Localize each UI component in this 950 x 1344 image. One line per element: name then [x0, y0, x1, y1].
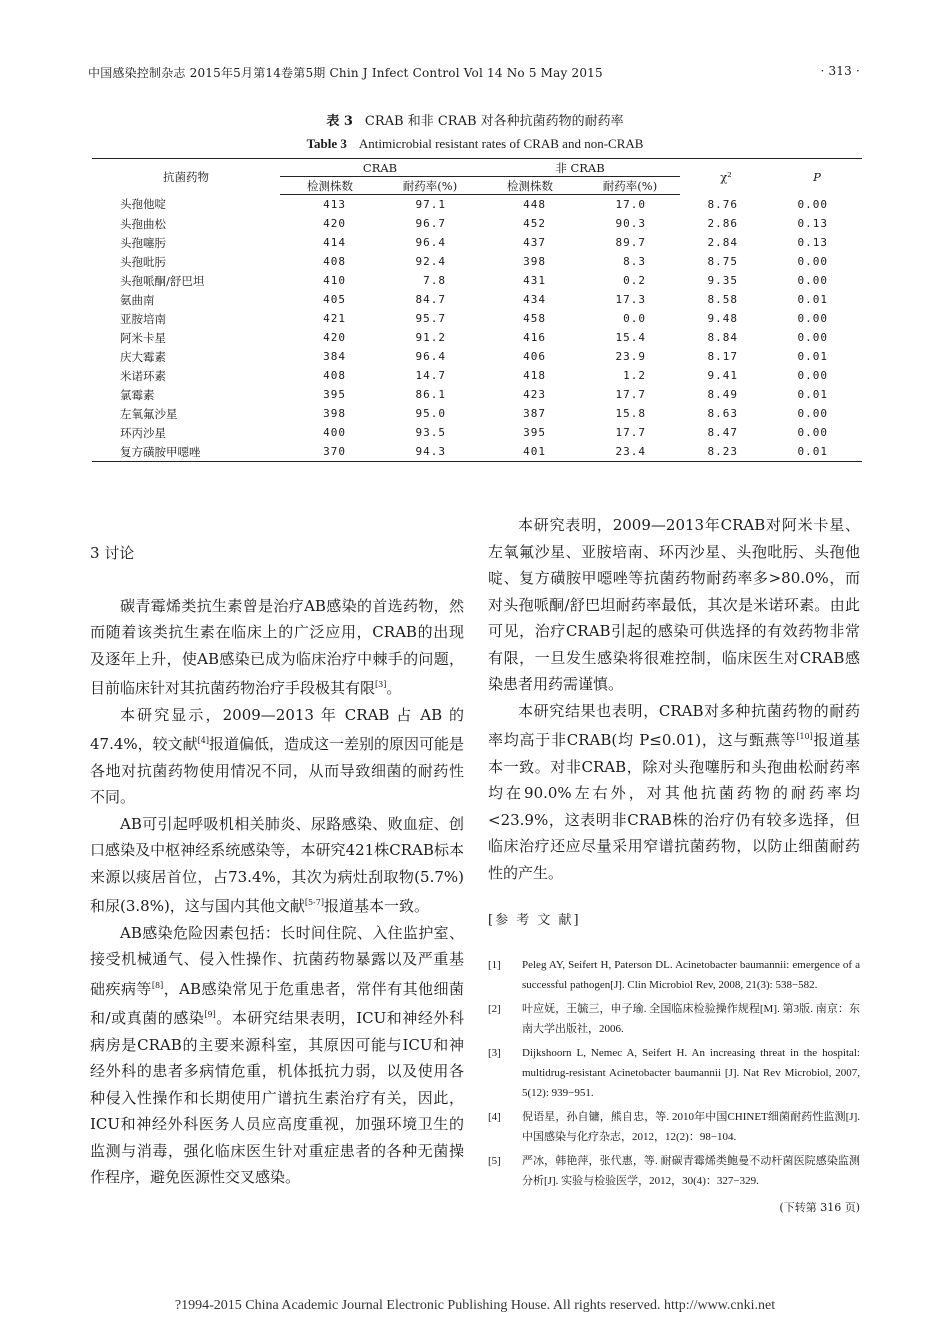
drug-name: 氯霉素	[120, 387, 155, 402]
reference-text: Peleg AY, Seifert H, Paterson DL. Acinetobacter baumannii: emergence of a successful pathogen[J]. Clin Microbiol Rev, 2008, 21(3): 538−582.	[522, 958, 860, 991]
table-row	[92, 385, 862, 404]
table-row	[92, 290, 862, 309]
noncrab-count: 395	[523, 426, 546, 439]
noncrab-rate: 17.7	[615, 426, 646, 439]
col-chi: χ²	[680, 159, 772, 195]
p-value: 0.01	[772, 442, 862, 462]
paragraph: AB感染危险因素包括：长时间住院、入住监护室、接受机械通气、侵入性操作、抗菌药物暴露以及严重基础疾病等[8]，AB感染常见于危重患者，常伴有其他细菌和/或真菌的感染[9]。本研究结果表明，ICU和神经外科病房是CRAB的主要来源科室，其原因可能与ICU和神经外科的患者多病情危重，机体抵抗力弱，以及使用各种侵入性操作和长期使用广谱抗生素治疗有关，因此，ICU和神经外科医务人员应高度重视，加强环境卫生的监测与消毒，强化临床医生针对重症患者的各种无菌操作程序，避免医源性交叉感染。	[90, 923, 464, 1186]
crab-count: 384	[323, 350, 346, 363]
drug-name: 头孢哌酮/舒巴坦	[120, 273, 205, 288]
drug-name: 头孢吡肟	[120, 254, 166, 269]
chi-square: 8.76	[707, 197, 738, 211]
drug-name: 环丙沙星	[120, 425, 166, 440]
table-row	[92, 423, 862, 442]
crab-rate: 14.7	[415, 369, 446, 382]
crab-rate: 95.7	[415, 312, 446, 325]
drug-name: 复方磺胺甲噁唑	[92, 442, 280, 462]
col-crab-count: 检测株数	[280, 177, 380, 195]
reference-item	[488, 999, 860, 1039]
reference-number: [2]	[488, 1002, 501, 1015]
page-number: · 313 ·	[820, 64, 860, 78]
running-header	[88, 64, 860, 81]
crab-rate: 95.0	[415, 407, 446, 420]
table-row	[92, 404, 862, 423]
p-value: 0.01	[797, 293, 828, 306]
table-row	[92, 442, 862, 462]
crab-rate: 97.1	[415, 198, 446, 211]
p-value: 0.00	[797, 407, 828, 420]
noncrab-count: 434	[523, 293, 546, 306]
crab-rate: 94.3	[380, 442, 480, 462]
reference-text: 严冰，韩艳萍，张代惠，等. 耐碳青霉烯类鲍曼不动杆菌医院感染监测分析[J]. 实验与检验医学，2012，30(4)：327−329.	[522, 1154, 860, 1187]
crab-count: 408	[323, 255, 346, 268]
crab-count: 370	[280, 442, 380, 462]
crab-rate: 91.2	[415, 331, 446, 344]
chi-square: 9.48	[707, 312, 738, 325]
crab-count: 395	[323, 388, 346, 401]
reference-text: Dijkshoorn L, Nemec A, Seifert H. An increasing threat in the hospital: multidrug-resistant Acinetobacter baumannii [J]. Nat Rev Microbiol, 2007, 5(12): 939−951.	[522, 1046, 860, 1099]
crab-count: 405	[323, 293, 346, 306]
crab-count: 398	[323, 407, 346, 420]
noncrab-count: 406	[523, 350, 546, 363]
p-value: 0.00	[797, 255, 828, 268]
noncrab-count: 437	[523, 236, 546, 249]
noncrab-count: 448	[523, 198, 546, 211]
col-noncrab-rate: 耐药率(%)	[580, 177, 680, 195]
noncrab-count: 387	[523, 407, 546, 420]
col-crab-rate: 耐药率(%)	[380, 177, 480, 195]
noncrab-count: 401	[480, 442, 580, 462]
noncrab-rate: 0.0	[623, 312, 646, 325]
noncrab-rate: 90.3	[615, 217, 646, 230]
crab-rate: 93.5	[415, 426, 446, 439]
crab-count: 421	[323, 312, 346, 325]
crab-rate: 92.4	[415, 255, 446, 268]
noncrab-count: 418	[523, 369, 546, 382]
drug-name: 阿米卡星	[120, 330, 166, 345]
p-value: 0.00	[797, 312, 828, 325]
crab-count: 414	[323, 236, 346, 249]
drug-name: 米诺环素	[120, 368, 166, 383]
p-value: 0.00	[797, 369, 828, 382]
references-heading: [参 考 文 献]	[488, 913, 581, 928]
reference-text: 倪语星，孙自镛，熊自忠，等. 2010年中国CHINET细菌耐药性监测[J]. 中国感染与化疗杂志，2012，12(2)：98−104.	[522, 1110, 860, 1143]
p-value: 0.13	[797, 217, 828, 230]
noncrab-count: 431	[523, 274, 546, 287]
noncrab-count: 398	[523, 255, 546, 268]
noncrab-rate: 15.4	[615, 331, 646, 344]
crab-rate: 7.8	[423, 274, 446, 287]
noncrab-count: 452	[523, 217, 546, 230]
table-row	[92, 195, 862, 215]
chi-square: 2.86	[707, 217, 738, 230]
journal-header: 中国感染控制杂志 2015年5月第14卷第5期 Chin J Infect Control Vol 14 No 5 May 2015	[88, 66, 603, 80]
table-row	[92, 328, 862, 347]
drug-name: 亚胺培南	[120, 311, 166, 326]
drug-name: 头孢噻肟	[120, 235, 166, 250]
table-row	[92, 271, 862, 290]
reference-item	[488, 955, 860, 995]
col-crab: CRAB	[280, 159, 480, 177]
chi-square: 8.75	[707, 255, 738, 268]
reference-item	[488, 1151, 860, 1191]
p-value: 0.00	[797, 197, 828, 211]
crab-count: 410	[323, 274, 346, 287]
noncrab-rate: 89.7	[615, 236, 646, 249]
chi-square: 9.41	[707, 369, 738, 382]
p-value: 0.01	[797, 388, 828, 401]
p-value: 0.00	[797, 331, 828, 344]
paragraph: AB可引起呼吸机相关肺炎、尿路感染、败血症、创口感染及中枢神经系统感染等，本研究421株CRAB标本来源以痰居首位，占73.4%，其次为病灶刮取物(5.7%)和尿(3.8%)，这与国内其他文献[5-7]报道基本一致。	[90, 814, 464, 915]
chi-square: 8.84	[707, 331, 738, 344]
paragraph: 本研究表明，2009—2013年CRAB对阿米卡星、左氧氟沙星、亚胺培南、环丙沙星、头孢吡肟、头孢他啶、复方磺胺甲噁唑等抗菌药物耐药率多>80.0%，而对头孢哌酮/舒巴坦耐药率最低，其次是米诺环素。由此可见，治疗CRAB引起的感染可供选择的有效药物非常有限，一旦发生感染将很难控制，临床医生对CRAB感染患者用药需谨慎。	[488, 516, 860, 693]
paragraph: 碳青霉烯类抗生素曾是治疗AB感染的首选药物，然而随着该类抗生素在临床上的广泛应用，CRAB的出现及逐年上升，使AB感染已成为临床治疗中棘手的问题，目前临床针对其抗菌药物治疗手段极其有限[3]。	[90, 596, 464, 697]
p-value: 0.00	[797, 426, 828, 439]
reference-item	[488, 1043, 860, 1103]
col-noncrab: 非 CRAB	[480, 159, 680, 177]
reference-list	[488, 955, 860, 1191]
noncrab-rate: 0.2	[623, 274, 646, 287]
p-value: 0.13	[797, 236, 828, 249]
reference-number: [1]	[488, 958, 501, 971]
table-row	[92, 233, 862, 252]
col-noncrab-count: 检测株数	[480, 177, 580, 195]
table-row	[92, 214, 862, 233]
col-drug: 抗菌药物	[92, 159, 280, 195]
drug-name: 头孢他啶	[120, 197, 166, 212]
chi-square: 8.58	[707, 293, 738, 306]
noncrab-rate: 17.3	[615, 293, 646, 306]
crab-count: 400	[323, 426, 346, 439]
chi-square: 2.84	[707, 236, 738, 249]
noncrab-rate: 23.9	[615, 350, 646, 363]
noncrab-rate: 8.3	[623, 255, 646, 268]
continued-note: (下转第 316 页)	[779, 1200, 860, 1214]
crab-rate: 86.1	[415, 388, 446, 401]
chi-square: 8.23	[680, 442, 772, 462]
chi-square: 8.63	[707, 407, 738, 420]
paragraph: 本研究显示，2009—2013 年 CRAB 占 AB 的47.4%，较文献[4]报道偏低，造成这一差别的原因可能是各地对抗菌药物使用情况不同，从而导致细菌的耐药性不同。	[90, 705, 465, 806]
crab-count: 420	[323, 331, 346, 344]
table-row	[92, 309, 862, 328]
copyright-footer: ?1994-2015 China Academic Journal Electronic Publishing House. All rights reserved. http://www.cnki.net	[174, 1298, 776, 1313]
chi-square: 8.49	[707, 388, 738, 401]
crab-count: 420	[323, 217, 346, 230]
table-caption-en: Table 3 Antimicrobial resistant rates of CRAB and non-CRAB	[306, 136, 644, 151]
col-p: P	[772, 159, 862, 195]
noncrab-count: 416	[523, 331, 546, 344]
crab-rate: 96.7	[415, 217, 446, 230]
right-column	[488, 512, 860, 1221]
noncrab-count: 458	[523, 312, 546, 325]
table-row	[92, 366, 862, 385]
table-row	[92, 252, 862, 271]
crab-rate: 96.4	[415, 350, 446, 363]
crab-count: 408	[323, 369, 346, 382]
table-caption-cn: 表 3 CRAB 和非 CRAB 对各种抗菌药物的耐药率	[326, 114, 624, 129]
left-column	[90, 540, 464, 1191]
drug-name: 左氧氟沙星	[120, 406, 178, 421]
drug-name: 头孢曲松	[120, 216, 166, 231]
noncrab-rate: 1.2	[623, 369, 646, 382]
p-value: 0.01	[797, 350, 828, 363]
p-value: 0.00	[797, 274, 828, 287]
reference-item	[488, 1107, 860, 1147]
section-heading: 3 讨论	[90, 544, 135, 562]
crab-rate: 96.4	[415, 236, 446, 249]
chi-square: 8.47	[707, 426, 738, 439]
noncrab-rate: 17.0	[615, 198, 646, 211]
chi-square: 9.35	[707, 274, 738, 287]
table-row	[92, 347, 862, 366]
resistance-table	[92, 158, 862, 462]
noncrab-rate: 15.8	[615, 407, 646, 420]
drug-name: 氨曲南	[120, 292, 155, 307]
paragraph: 本研究结果也表明，CRAB对多种抗菌药物的耐药率均高于非CRAB(均 P≤0.01)，这与甄燕等[10]报道基本一致。对非CRAB，除对头孢噻肟和头孢曲松耐药率均在90.0%左右外，对其他抗菌药物的耐药率均<23.9%，这表明非CRAB株的治疗仍有较多选择，但临床治疗还应尽量采用窄谱抗菌药物，以防止细菌耐药性的产生。	[488, 701, 860, 882]
reference-number: [5]	[488, 1154, 501, 1167]
reference-number: [4]	[488, 1110, 501, 1123]
noncrab-rate: 23.4	[580, 442, 680, 462]
noncrab-count: 423	[523, 388, 546, 401]
chi-square: 8.17	[707, 350, 738, 363]
crab-count: 413	[323, 198, 346, 211]
drug-name: 庆大霉素	[120, 349, 166, 364]
crab-rate: 84.7	[415, 293, 446, 306]
reference-text: 叶应妩，王毓三，申子瑜. 全国临床检验操作规程[M]. 第3版. 南京：东南大学出版社，2006.	[522, 1002, 860, 1035]
reference-number: [3]	[488, 1046, 501, 1059]
noncrab-rate: 17.7	[615, 388, 646, 401]
